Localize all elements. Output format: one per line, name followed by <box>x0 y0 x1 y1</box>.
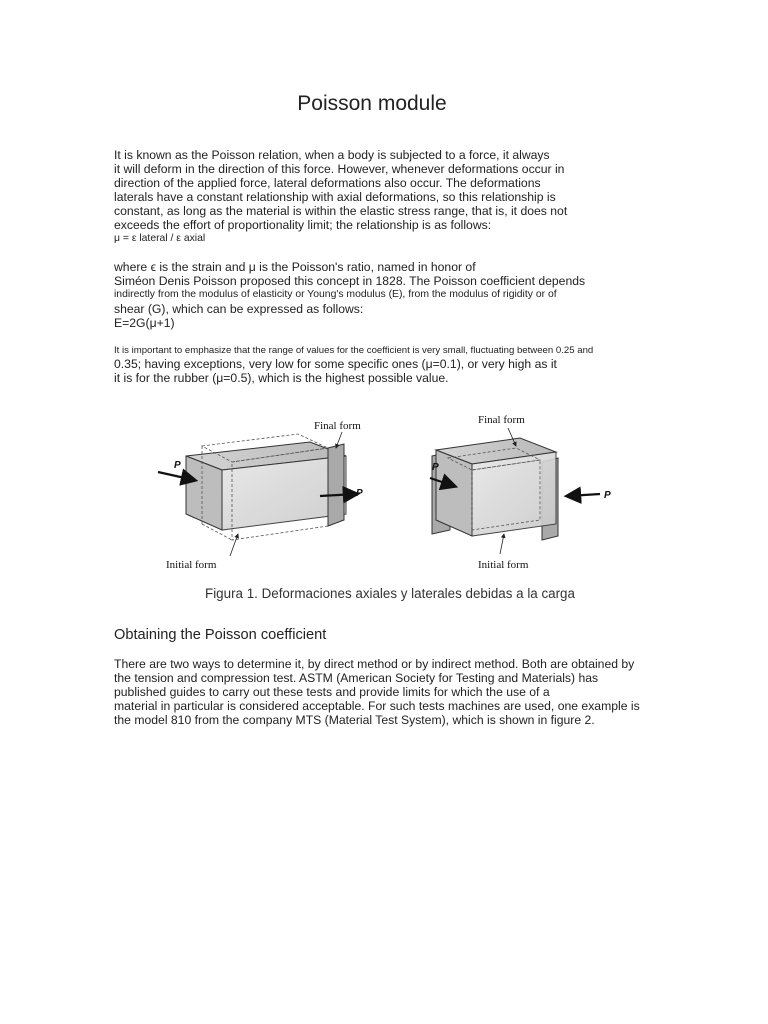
intro-line: constant, as long as the material is within the elastic stress range, that is, it does not <box>114 204 568 218</box>
section-heading: Obtaining the Poisson coefficient <box>114 627 327 643</box>
poisson-formula: μ = ε lateral / ε axial <box>114 233 206 244</box>
intro-line: It is known as the Poisson relation, when a body is subjected to a force, it always <box>114 148 550 162</box>
section-line: the tension and compression test. ASTM (American Society for Testing and Materials) has <box>114 671 599 685</box>
definition-line: Siméon Denis Poisson proposed this concept in 1828. The Poisson coefficient depends <box>114 274 586 288</box>
right-initial-form-label: Initial form <box>478 559 529 571</box>
range-line: 0.35; having exceptions, very low for some specific ones (μ=0.1), or very high as it <box>114 357 557 371</box>
left-force-label-in: P <box>174 460 181 471</box>
young-modulus-formula: E=2G(μ+1) <box>114 316 175 330</box>
right-deformation-block <box>430 414 611 571</box>
range-line: it is for the rubber (μ=0.5), which is the highest possible value. <box>114 371 449 385</box>
intro-line: it will deform in the direction of this force. However, whenever deformations occur in <box>114 162 565 176</box>
section-line: material in particular is considered acceptable. For such tests machines are used, one example is <box>114 699 640 713</box>
deformation-diagram <box>150 402 630 586</box>
left-final-form-label: Final form <box>314 420 361 432</box>
right-force-label-right: P <box>604 490 611 501</box>
definition-line: indirectly from the modulus of elasticity or Young's modulus (E), from the modulus of rigidity or of <box>114 289 557 300</box>
section-line: the model 810 from the company MTS (Material Test System), which is shown in figure 2. <box>114 713 595 727</box>
right-final-front <box>472 452 556 536</box>
left-end-plate <box>328 444 344 526</box>
figure-caption: Figura 1. Deformaciones axiales y laterales debidas a la carga <box>205 586 575 601</box>
page-title: Poisson module <box>297 92 447 115</box>
deformation-figure <box>150 402 630 608</box>
intro-line: direction of the applied force, lateral deformations also occur. The deformations <box>114 176 541 190</box>
right-force-arrow-right <box>568 494 600 496</box>
definition-line: shear (G), which can be expressed as follows: <box>114 302 364 316</box>
section-line: There are two ways to determine it, by direct method or by indirect method. Both are obtained by <box>114 657 635 671</box>
section-line: published guides to carry out these tests and provide limits for which the use of a <box>114 685 550 699</box>
intro-line: laterals have a constant relationship with axial deformations, so this relationship is <box>114 190 556 204</box>
left-initial-form-label: Initial form <box>166 559 217 571</box>
range-line: It is important to emphasize that the range of values for the coefficient is very small, fluctuating between 0.25 and <box>114 345 594 356</box>
left-deformation-block <box>158 420 363 571</box>
definition-line: where ϵ is the strain and μ is the Poisson's ratio, named in honor of <box>114 260 476 274</box>
right-force-label-left: P <box>432 462 439 473</box>
intro-line: exceeds the effort of proportionality limit; the relationship is as follows: <box>114 218 492 232</box>
right-final-form-label: Final form <box>478 414 525 426</box>
left-force-label-out: P <box>356 488 363 499</box>
